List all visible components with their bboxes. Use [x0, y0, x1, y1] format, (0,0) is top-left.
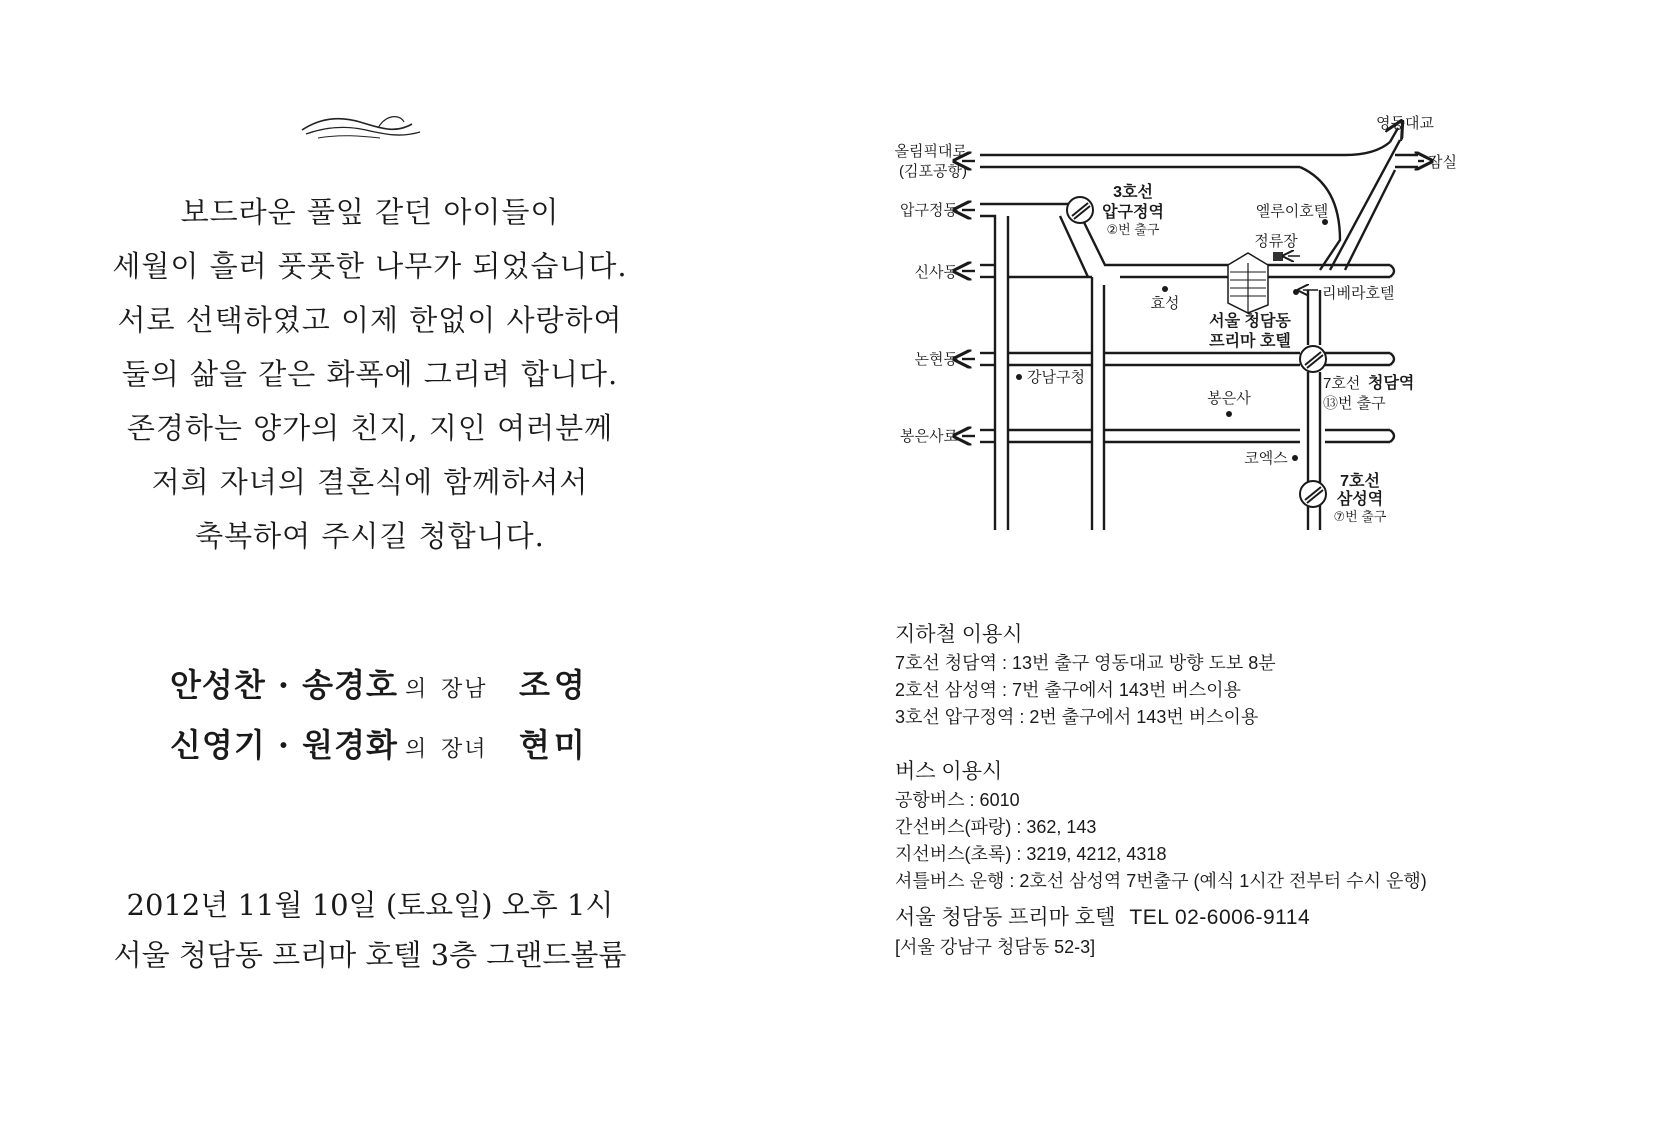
bus-route: 공항버스 : 6010: [895, 790, 1020, 810]
map-label-chungdam-line: 7호선: [1323, 375, 1361, 392]
section-spacer: [895, 731, 1575, 757]
groom-name: 조영: [519, 666, 589, 704]
location-map: [885, 105, 1525, 535]
hotel-building-icon: [1228, 253, 1268, 313]
hotel-name: 서울 청담동 프리마 호텔: [895, 906, 1116, 929]
map-label-hyoseong: 효성: [1150, 295, 1180, 312]
bus-stop-icon: [1273, 252, 1283, 261]
map-label-bus-stop: 정류장: [1254, 233, 1298, 250]
map-label-gangnam-office: 강남구청: [1027, 369, 1085, 386]
subway-station-icon: [1067, 197, 1093, 223]
message-line: 보드라운 풀잎 같던 아이들이: [180, 195, 560, 229]
bride-family-row: [170, 720, 589, 780]
subway-route: 3호선 압구정역 : 2번 출구에서 143번 버스이용: [895, 707, 1259, 727]
subway-station-icon: [1300, 481, 1326, 507]
message-line: 저희 자녀의 결혼식에 함께하셔서: [151, 465, 589, 499]
subway-route: 7호선 청담역 : 13번 출구 영동대교 방향 도보 8분: [895, 653, 1276, 673]
event-datetime: 2012년 11월 10일 (토요일) 오후 1시: [126, 888, 614, 922]
hotel-address: [서울 강남구 청담동 52-3]: [895, 937, 1096, 957]
map-label-yeongdong-bridge: 영동대교: [1376, 115, 1434, 132]
relation-particle: 의: [405, 677, 427, 702]
location-dot: [1226, 411, 1232, 417]
map-label-bongeunsa-ro: 봉은사로: [900, 428, 958, 445]
map-label-samseong-line: 7호선: [1340, 473, 1380, 490]
directions-info: [895, 620, 1575, 961]
map-label-apgujeong-dong: 압구정동: [900, 202, 958, 219]
location-dot: [1016, 374, 1022, 380]
bus-route: 셔틀버스 운행 : 2호선 삼성역 7번출구 (예식 1시간 전부터 수시 운행): [895, 871, 1427, 891]
map-label-gimpo: (김포공항): [899, 163, 967, 180]
location-dot: [1162, 286, 1168, 292]
hotel-contact: [895, 901, 1575, 934]
map-label-jamsil: 잠실: [1428, 154, 1457, 171]
message-line: 둘의 삶을 같은 화폭에 그리려 합니다.: [121, 357, 619, 391]
map-label-hotel-line2: 프리마 호텔: [1209, 333, 1291, 350]
flourish-ornament: [300, 108, 425, 150]
message-line: 존경하는 양가의 친지, 지인 여러분께: [126, 411, 614, 445]
map-label-apgujeong-station: 압구정역: [1102, 204, 1164, 221]
groom-parents: 안성찬 · 송경호: [170, 666, 398, 704]
message-line: 세월이 흘러 풋풋한 나무가 되었습니다.: [112, 249, 628, 283]
map-label-samseong-exit: ⑦번 출구: [1333, 509, 1387, 524]
map-label-olympic-road: 올림픽대로: [894, 143, 967, 160]
hotel-phone: TEL 02-6006-9114: [1129, 906, 1311, 929]
map-label-samseong-station: 삼성역: [1336, 491, 1384, 508]
relation-particle: 의: [405, 737, 427, 762]
bus-section-title: 버스 이용시: [895, 760, 1003, 783]
subway-section-title: 지하철 이용시: [895, 623, 1023, 646]
location-dot: [1292, 455, 1298, 461]
map-label-sinsa-dong: 신사동: [914, 264, 958, 281]
location-dot: [1293, 289, 1299, 295]
map-label-riviera-hotel: 리베라호텔: [1322, 285, 1395, 302]
bus-route: 간선버스(파랑) : 362, 143: [895, 817, 1097, 837]
message-line: 축복하여 주시길 청합니다.: [195, 519, 545, 553]
groom-relation: 장남: [441, 677, 488, 702]
map-label-coex: 코엑스: [1244, 450, 1288, 467]
map-label-hotel-line1: 서울 청담동: [1209, 313, 1291, 330]
subway-station-icon: [1300, 346, 1326, 372]
event-details: [70, 880, 670, 980]
map-label-chungdam-station: 청담역: [1368, 375, 1415, 392]
bride-name: 현미: [519, 726, 589, 764]
map-label-bongeunsa: 봉은사: [1207, 390, 1251, 407]
groom-family-row: [170, 660, 589, 720]
bus-route: 지선버스(초록) : 3219, 4212, 4318: [895, 844, 1167, 864]
invitation-message: [70, 185, 670, 563]
bride-relation: 장녀: [441, 737, 488, 762]
road-network: [962, 128, 1424, 530]
event-venue: 서울 청담동 프리마 호텔 3층 그랜드볼륨: [113, 938, 627, 972]
map-label-line3: 3호선: [1113, 184, 1153, 201]
map-label-apgujeong-exit: ②번 출구: [1106, 222, 1160, 237]
map-label-ellui-hotel: 엘루이호텔: [1255, 203, 1329, 220]
bride-parents: 신영기 · 원경화: [170, 726, 398, 764]
message-line: 서로 선택하였고 이제 한없이 사랑하여: [117, 303, 623, 337]
map-label-nonhyeon-dong: 논현동: [914, 351, 958, 368]
map-label-chungdam-exit: ⑬번 출구: [1323, 395, 1386, 412]
subway-route: 2호선 삼성역 : 7번 출구에서 143번 버스이용: [895, 680, 1241, 700]
family-names: [170, 660, 589, 780]
